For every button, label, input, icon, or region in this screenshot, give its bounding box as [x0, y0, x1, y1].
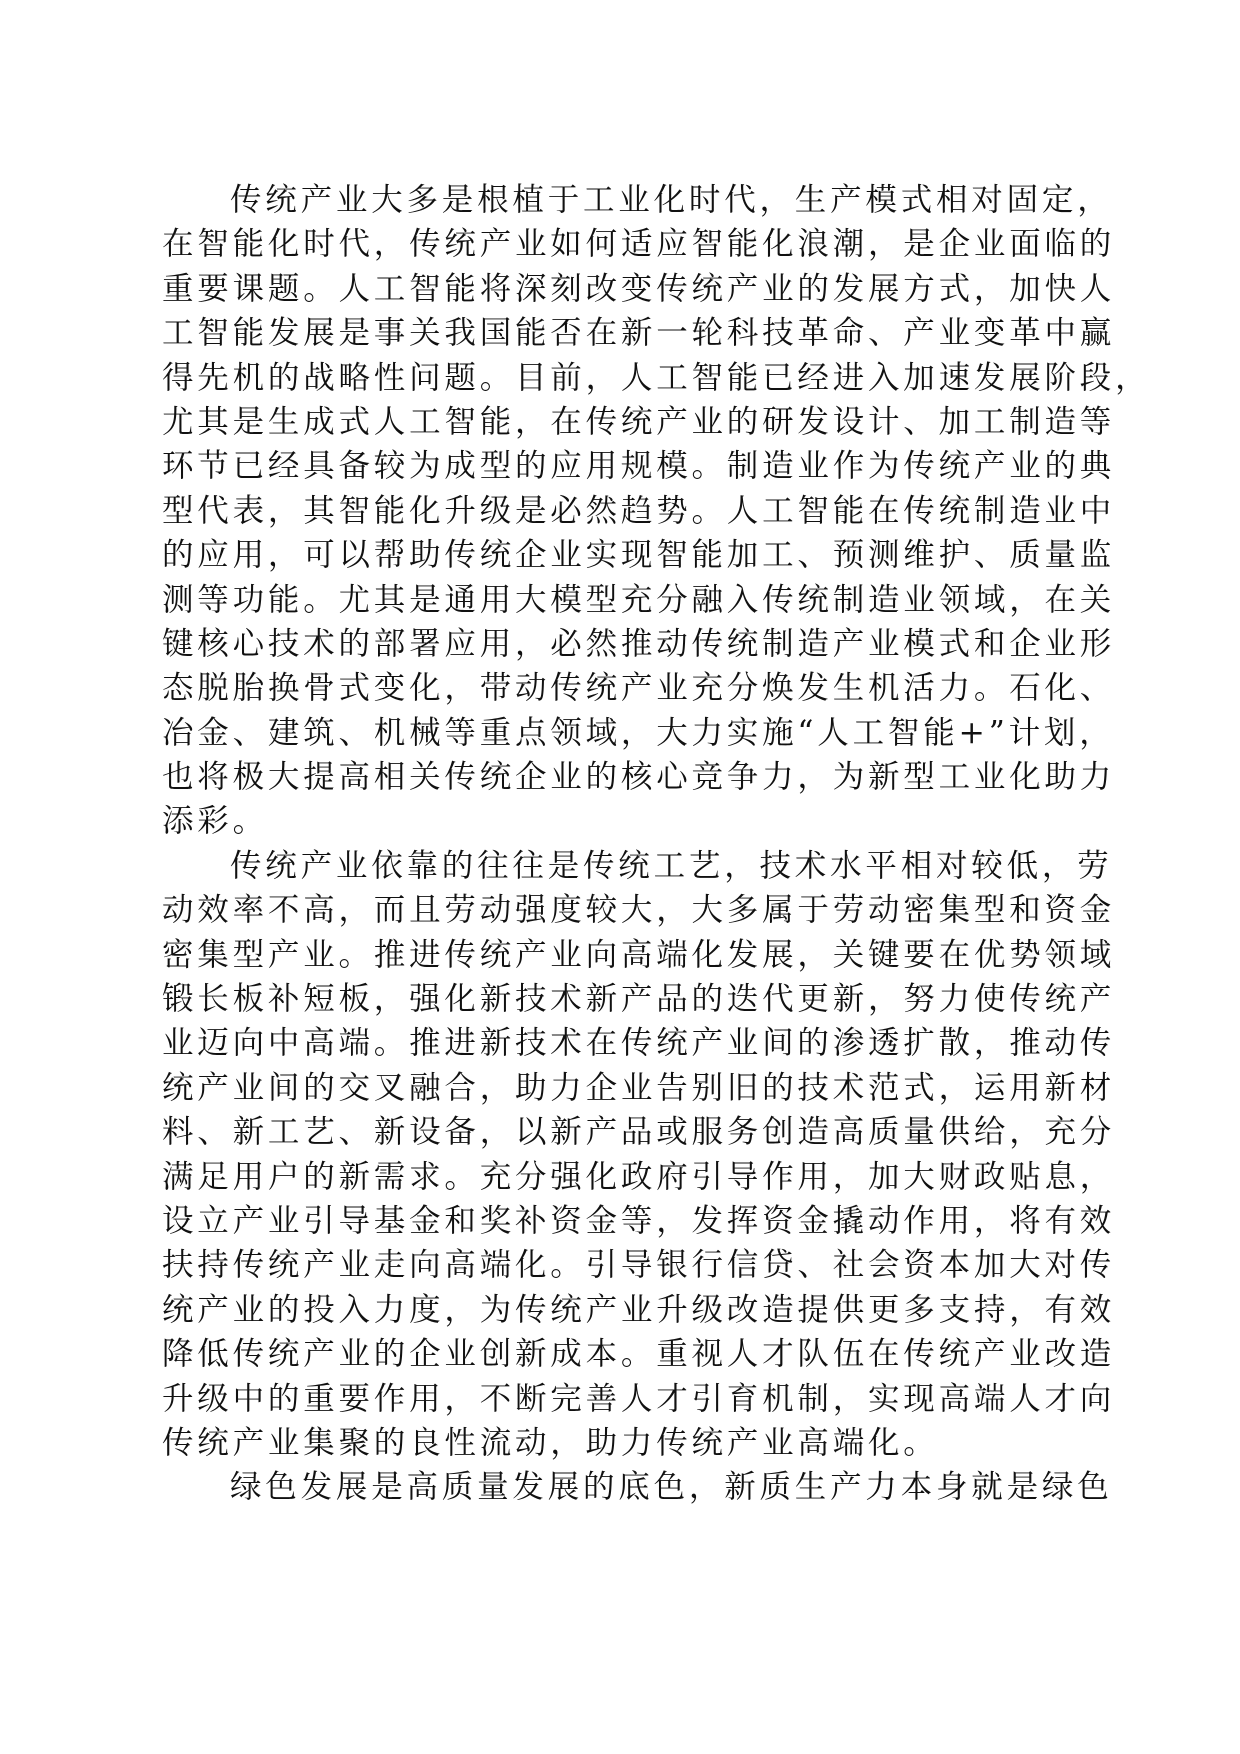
text-line: 料、新工艺、新设备，以新产品或服务创造高质量供给，充分: [162, 1114, 1116, 1151]
text-line: 降低传统产业的企业创新成本。重视人才队伍在传统产业改造: [162, 1336, 1116, 1373]
text-line: 工智能发展是事关我国能否在新一轮科技革命、产业变革中赢: [162, 315, 1116, 352]
text-line: 在智能化时代，传统产业如何适应智能化浪潮，是企业面临的: [162, 226, 1116, 263]
text-line: 统产业的投入力度，为传统产业升级改造提供更多支持，有效: [162, 1291, 1116, 1328]
text-line: 扶持传统产业走向高端化。引导银行信贷、社会资本加大对传: [162, 1247, 1116, 1284]
text-line: 重要课题。人工智能将深刻改变传统产业的发展方式，加快人: [162, 270, 1116, 307]
text-line: 满足用户的新需求。充分强化政府引导作用，加大财政贴息，: [162, 1158, 1116, 1195]
paragraph-2: [162, 844, 1116, 1465]
text-line: 密集型产业。推进传统产业向高端化发展，关键要在优势领域: [162, 936, 1116, 973]
text-line: 绿色发展是高质量发展的底色，新质生产力本身就是绿色: [230, 1469, 1113, 1506]
text-line: 设立产业引导基金和奖补资金等，发挥资金撬动作用，将有效: [162, 1202, 1116, 1239]
text-line: 业迈向中高端。推进新技术在传统产业间的渗透扩散，推动传: [162, 1025, 1116, 1062]
text-line: 也将极大提高相关传统企业的核心竞争力，为新型工业化助力: [162, 759, 1116, 796]
text-line: 尤其是生成式人工智能，在传统产业的研发设计、加工制造等: [162, 403, 1116, 440]
text-line: 传统产业大多是根植于工业化时代，生产模式相对固定，: [230, 182, 1113, 218]
text-line: 的应用，可以帮助传统企业实现智能加工、预测维护、质量监: [162, 537, 1116, 574]
text-line: 传统产业集聚的良性流动，助力传统产业高端化。: [162, 1424, 939, 1461]
text-line: 测等功能。尤其是通用大模型充分融入传统制造业领域，在关: [162, 581, 1116, 618]
text-line: 得先机的战略性问题。目前，人工智能已经进入加速发展阶段，: [162, 359, 1151, 396]
body-text: [162, 178, 1151, 1510]
paragraph-1: [162, 178, 1151, 844]
text-line: 冶金、建筑、机械等重点领域，大力实施“人工智能+”计划，: [162, 714, 1115, 751]
text-line: 型代表，其智能化升级是必然趋势。人工智能在传统制造业中: [162, 492, 1116, 529]
text-line: 态脱胎换骨式变化，带动传统产业充分焕发生机活力。石化、: [162, 670, 1116, 707]
text-line: 锻长板补短板，强化新技术新产品的迭代更新，努力使传统产: [162, 981, 1116, 1018]
text-line: 键核心技术的部署应用，必然推动传统制造产业模式和企业形: [162, 625, 1116, 662]
paragraph-3: [162, 1465, 1113, 1509]
text-line: 动效率不高，而且劳动强度较大，大多属于劳动密集型和资金: [162, 892, 1116, 929]
text-line: 环节已经具备较为成型的应用规模。制造业作为传统产业的典: [162, 448, 1116, 485]
text-line: 传统产业依靠的往往是传统工艺，技术水平相对较低，劳: [230, 847, 1113, 884]
text-line: 统产业间的交叉融合，助力企业告别旧的技术范式，运用新材: [162, 1069, 1116, 1106]
text-line: 升级中的重要作用，不断完善人才引育机制，实现高端人才向: [162, 1380, 1116, 1417]
text-line: 添彩。: [162, 803, 268, 840]
